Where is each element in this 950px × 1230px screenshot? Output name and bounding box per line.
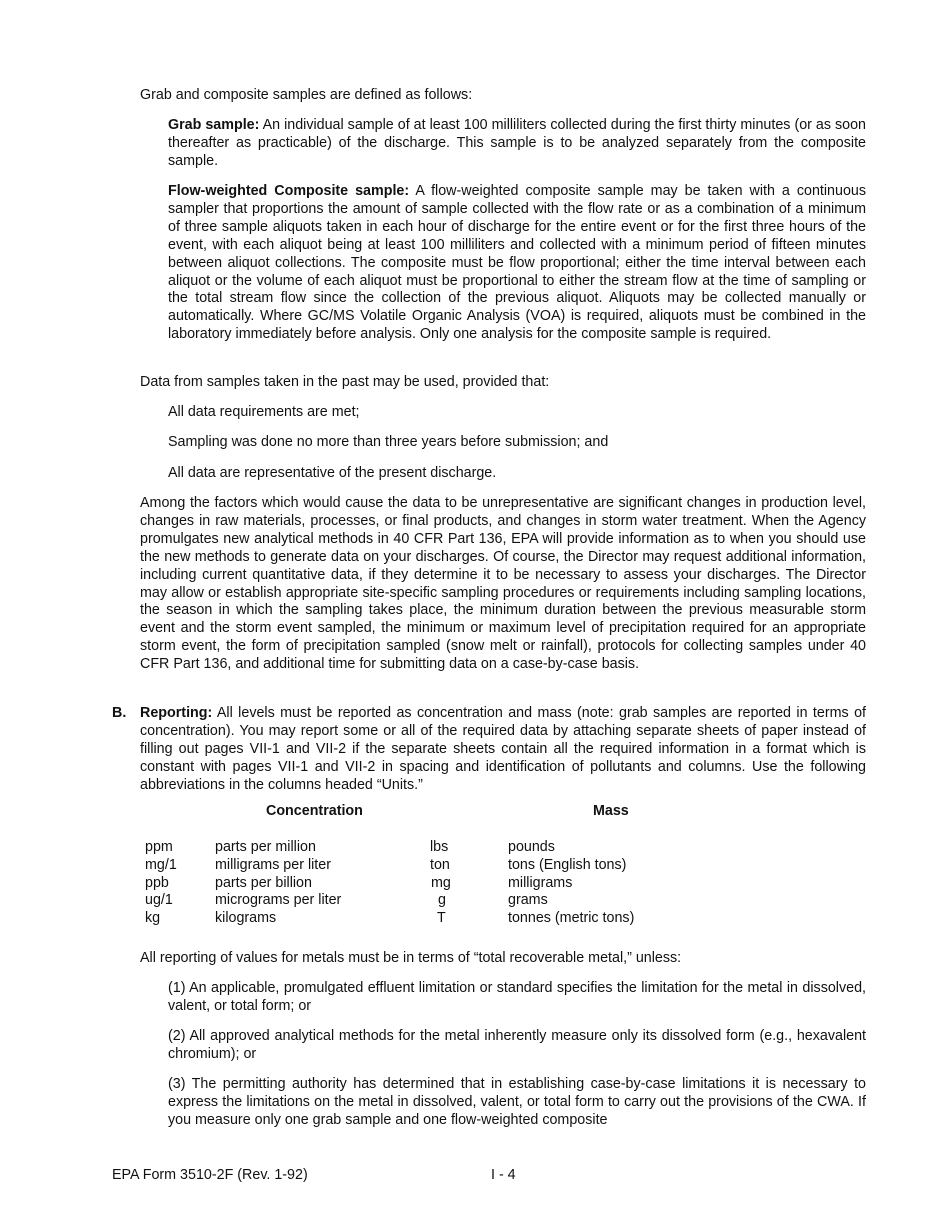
reporting-text: All levels must be reported as concentration and mass (note: grab samples are reported in terms of concentration). You may report some or all of the required data by attaching separate sheets of paper instead of filling out pages VII-1 and VII-2 if the separate sheets contain all the required information in a format which is constant with pages VII-1 and VII-2 in spacing and identification of pollutants and columns. Use the following abbreviations in the columns headed “Units.”: [140, 705, 866, 793]
mass-unit-abbr: ton: [430, 857, 450, 873]
concentration-unit-abbr: ppm: [145, 839, 173, 855]
composite-sample-definition: [168, 183, 866, 344]
past-data-intro: Data from samples taken in the past may be used, provided that:: [140, 374, 550, 390]
concentration-unit-meaning: parts per million: [215, 839, 316, 855]
past-data-item: Sampling was done no more than three years before submission; and: [168, 434, 609, 450]
grab-sample-term: Grab sample:: [168, 117, 260, 133]
past-data-item: All data are representative of the present discharge.: [168, 465, 497, 481]
mass-unit-meaning: tons (English tons): [508, 857, 627, 873]
concentration-unit-meaning: micrograms per liter: [215, 892, 342, 908]
composite-sample-text: A flow-weighted composite sample may be taken with a continuous sampler that proportions the amount of sample collected with the flow rate or as a combination of a minimum of three sample aliquots taken in each hour of discharge for the entire event or for the first three hours of the event, with each aliquot being at least 100 milliliters and collected with a minimum period of fifteen minutes between aliquot collections. The composite must be flow proportional; either the time interval between each aliquot or the volume of each aliquot must be proportional to either the stream flow at the time of sampling or the total stream flow since the collection of the previous aliquot. Aliquots may be collected manually or automatically. Where GC/MS Volatile Organic Analysis (VOA) is required, aliquots must be combined in the laboratory immediately before analysis. Only one analysis for the composite sample is required.: [168, 183, 867, 343]
metals-condition: (3) The permitting authority has determined that in establishing case-by-case limitations it is necessary to express the limitations on the metal in dissolved, valent, or total form to carry out the provisions of the CWA. If you measure only one grab sample and one flow-weighted composite: [168, 1076, 866, 1128]
mass-unit-meaning: milligrams: [508, 875, 573, 891]
mass-unit-abbr: lbs: [430, 839, 449, 855]
concentration-unit-abbr: ppb: [145, 875, 169, 891]
metals-intro: All reporting of values for metals must be in terms of “total recoverable metal,” unless:: [140, 950, 682, 966]
concentration-unit-meaning: parts per billion: [215, 875, 312, 891]
concentration-heading: Concentration: [266, 803, 363, 819]
reporting-term: Reporting:: [140, 705, 213, 721]
mass-unit-meaning: pounds: [508, 839, 555, 855]
form-number: EPA Form 3510-2F (Rev. 1-92): [112, 1167, 308, 1183]
sample-definitions-intro: Grab and composite samples are defined as follows:: [140, 87, 473, 103]
grab-sample-definition: [168, 117, 866, 171]
past-data-item: All data requirements are met;: [168, 404, 360, 420]
grab-sample-text: An individual sample of at least 100 milliliters collected during the first thirty minutes (or as soon thereafter as practicable) of the discharge. This sample is to be analyzed separately from the composite sample.: [168, 117, 866, 169]
concentration-unit-meaning: kilograms: [215, 910, 277, 926]
reporting-paragraph: [140, 705, 866, 795]
mass-heading: Mass: [593, 803, 629, 819]
unrepresentative-factors-paragraph: Among the factors which would cause the data to be unrepresentative are significant changes in production level, changes in raw materials, processes, or final products, and changes in storm water treatment. When the Agency promulgates new analytical methods in 40 CFR Part 136, EPA will provide information as to when you should use the new methods to generate data on your discharges. Of course, the Director may request additional information, including current quantitative data, if they determine it to be necessary to assess your discharges. The Director may allow or establish appropriate site-specific sampling procedures or requirements including sampling locations, the season in which the sampling takes place, the minimum duration between the previous measurable storm event and the storm event sampled, the minimum or maximum level of precipitation required for an appropriate storm event, the form of precipitation sampled (snow melt or rainfall), protocols for collecting samples under 40 CFR Part 136, and additional time for submitting data on a case-by-case basis.: [140, 495, 866, 673]
metals-condition: (2) All approved analytical methods for the metal inherently measure only its dissolved form (e.g., hexavalent chromium); or: [168, 1028, 866, 1062]
page-number: I - 4: [491, 1167, 516, 1183]
concentration-unit-meaning: milligrams per liter: [215, 857, 331, 873]
section-letter: B.: [112, 705, 127, 721]
mass-unit-meaning: tonnes (metric tons): [508, 910, 635, 926]
mass-unit-abbr: mg: [431, 875, 451, 891]
metals-condition: (1) An applicable, promulgated effluent limitation or standard specifies the limitation for the metal in dissolved, valent, or total form; or: [168, 980, 866, 1014]
mass-unit-meaning: grams: [508, 892, 548, 908]
concentration-unit-abbr: mg/1: [145, 857, 177, 873]
mass-unit-abbr: g: [438, 892, 446, 908]
concentration-unit-abbr: ug/1: [145, 892, 173, 908]
mass-unit-abbr: T: [437, 910, 446, 926]
composite-sample-term: Flow-weighted Composite sample:: [168, 183, 410, 199]
concentration-unit-abbr: kg: [145, 910, 161, 926]
